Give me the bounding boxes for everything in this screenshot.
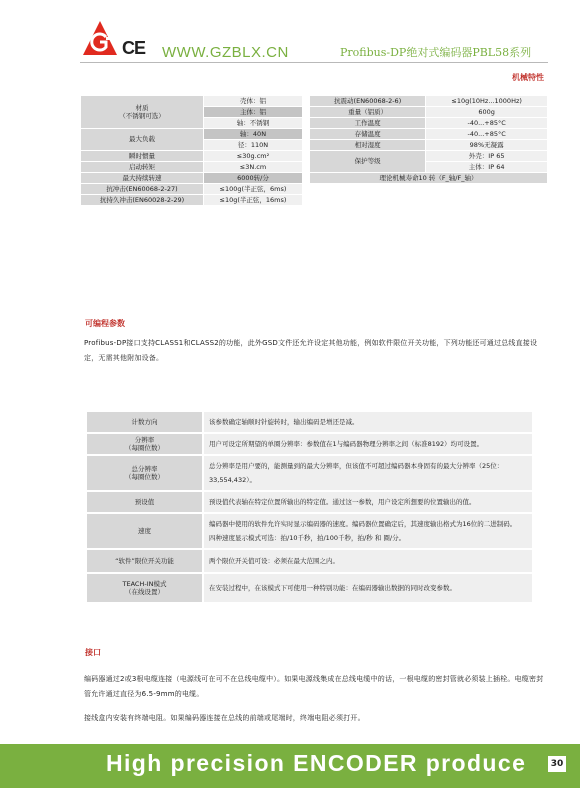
table-row [86,573,533,603]
header-divider [80,62,548,63]
website-url[interactable]: WWW.GZBLX.CN [162,44,289,61]
section-title-mechanical: 机械特性 [512,73,544,82]
interface-paragraph-1: 编码器通过2或3根电缆连接（电源线可在可不在总线电缆中）。如果电源线集成在总线电缆中的话，一根电缆的密封管就必须装上插栓。电缆密封管允许通过直径为6.5-9mm的电缆。 [84,675,544,698]
spec-label-vibration: 抗震动(EN60068-2-6) [310,96,426,107]
spec-value: ≤100g(半正弦，6ms) [203,184,302,195]
param-description: 预设值代表轴在特定位置所输出的特定值。通过这一参数，用户设定所想要的位置输出的值。 [203,491,533,513]
section-title-programmable: 可编程参数 [85,319,125,328]
table-row [86,411,533,433]
spec-value: 径：110N [203,140,302,151]
mechanical-spec-table-left [80,95,303,206]
param-label: 总分辨率 （每圈位数） [86,455,203,491]
spec-value: 外壳：IP 65 [426,151,548,162]
programmable-description: Profibus-DP接口支持CLASS1和CLASS2的功能，此外GSD文件还允许设定其他功能，例如软件限位开关功能，下列功能还可通过总线直接设定，无需其他附加设备。 [84,339,538,362]
spec-value: 轴：不锈钢 [203,118,302,129]
spec-value: ≤30g.cm² [203,151,302,162]
param-description: 在安装过程中，在该模式下可使用一种特别功能：在编码器输出数据的同时改变参数。 [203,573,533,603]
spec-label-max-load: 最大负载 [81,129,204,151]
table-row [86,433,533,455]
document-title: Profibus-DP绝对式编码器PBL58系列 [340,46,532,59]
spec-value: 600g [426,107,548,118]
spec-label-protection: 保护等级 [310,151,426,173]
spec-value: 轴：40N [203,129,302,140]
param-label: TEACH-IN模式 （在线设置） [86,573,203,603]
ce-mark: CE [122,38,146,58]
param-label: 速度 [86,513,203,549]
table-row [86,455,533,491]
spec-label-inertia: 瞬时惯量 [81,151,204,162]
spec-value: ≤10g(10Hz...1000Hz) [426,96,548,107]
param-label: 预设值 [86,491,203,513]
spec-value: ≤10g(半正弦，16ms) [203,195,302,206]
company-logo [82,20,118,56]
spec-value: 壳体：铝 [203,96,302,107]
param-description: 用户可设定所期望的单圈分辨率：参数值在1与编码器物理分辨率之间（标准8192）均可设置。 [203,433,533,455]
table-row [86,549,533,573]
spec-value: -40...+85°C [426,118,548,129]
interface-paragraph-2: 接线盒内安装有终端电阻。如果编码器连接在总线的前端或尾端时，终端电阻必须打开。 [84,714,365,722]
spec-label-material: 材质 （不锈钢可选） [81,96,204,129]
spec-value: 6000转/分 [203,173,302,184]
spec-value: 98%无凝露 [426,140,548,151]
spec-label-max-speed: 最大持续转速 [81,173,204,184]
spec-value: ≤3N.cm [203,162,302,173]
spec-label-operating-temp: 工作温度 [310,118,426,129]
spec-label-weight: 重量（铝质） [310,107,426,118]
spec-value: -40...+85°C [426,129,548,140]
parameter-table [85,410,534,604]
param-description: 该参数确定轴顺时针旋转时，输出编码是增还是减。 [203,411,533,433]
spec-label-storage-temp: 存储温度 [310,129,426,140]
param-label: 计数方向 [86,411,203,433]
table-row [86,491,533,513]
footer-slogan: High precision ENCODER produce [106,750,527,776]
table-row [86,513,533,549]
page-number: 30 [548,756,566,772]
spec-label-shock: 抗冲击(EN60068-2-27) [81,184,204,195]
spec-label-humidity: 相对湿度 [310,140,426,151]
param-description: 两个限位开关值可设：必须在最大范围之内。 [203,549,533,573]
param-description: 编码器中使用的软件允许实时显示编码器的速度。编码器位置确定后，其速度输出格式为16位的二进制码。 四种速度显示模式可选：拍/10千秒，拍/100千秒，拍/秒 和 圈/分。 [203,513,533,549]
param-label: “软件”限位开关功能 [86,549,203,573]
spec-label-torque: 启动转矩 [81,162,204,173]
spec-label-endurance-shock: 抗持久冲击(EN60028-2-29) [81,195,204,206]
param-label: 分辨率 （每圈位数） [86,433,203,455]
spec-mechanical-life: 理论机械寿命10 转（F_轴/F_轴） [310,173,548,184]
section-title-interface: 接口 [85,648,101,657]
mechanical-spec-table-right [309,95,548,184]
param-description: 总分辨率是用户要的，能测量到的最大分辨率，但该值不可超过编码器本身固有的最大分辨率（25位：33,554,432）。 [203,455,533,491]
spec-value: 主体：铝 [203,107,302,118]
spec-value: 主体：IP 64 [426,162,548,173]
